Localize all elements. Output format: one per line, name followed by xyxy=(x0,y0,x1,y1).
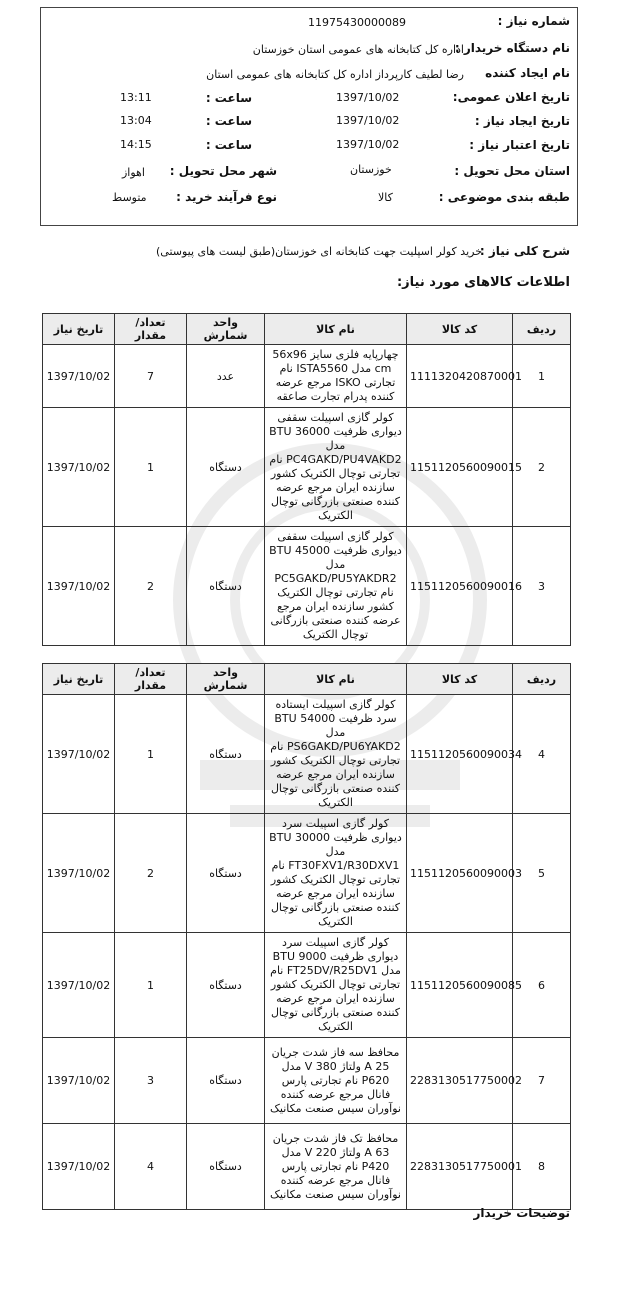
cell-code: 1151120560090015 xyxy=(407,408,513,527)
create-time: 13:04 xyxy=(120,114,152,127)
col-qty: تعداد/ مقدار xyxy=(115,314,187,345)
cell-row: 3 xyxy=(513,527,571,646)
validity-date: 1397/10/02 xyxy=(336,138,400,151)
cell-unit: دستگاه xyxy=(187,1124,265,1210)
col-name: نام کالا xyxy=(265,664,407,695)
table-row xyxy=(43,408,571,527)
items-table-1 xyxy=(42,313,571,646)
delivery-province-label: استان محل تحویل : xyxy=(454,164,570,178)
buyer-org: اداره کل کتابخانه های عمومی استان خوزستان xyxy=(252,43,464,56)
create-date: 1397/10/02 xyxy=(336,114,400,127)
validity-time: 14:15 xyxy=(120,138,152,151)
announce-date-label: تاریخ اعلان عمومی: xyxy=(452,90,570,104)
cell-name: چهارپایه فلزی سایز 56x96 cm مدل ISTA5560 نام تجارتی ISKO مرجع عرضه کننده پدرام تجارت صاعقه xyxy=(265,345,407,408)
table-row xyxy=(43,814,571,933)
cell-name: محافظ سه فاز شدت جریان 25 A ولتاژ 380 V مدل P620 نام تجارتی پارس فانال مرجع عرضه کننده نوآوران سیس صنعت مکانیک xyxy=(265,1038,407,1124)
col-date: تاریخ نیاز xyxy=(43,314,115,345)
cell-unit: دستگاه xyxy=(187,527,265,646)
delivery-province: خوزستان xyxy=(350,163,392,176)
col-date: تاریخ نیاز xyxy=(43,664,115,695)
category-label: طبقه بندی موضوعی : xyxy=(438,190,570,204)
cell-row: 6 xyxy=(513,933,571,1038)
create-date-label: تاریخ ایجاد نیاز : xyxy=(474,114,570,128)
cell-name: محافظ تک فاز شدت جریان 63 A ولتاژ 220 V مدل P420 نام تجارتی پارس فانال مرجع عرضه کننده نوآوران سیس صنعت مکانیک xyxy=(265,1124,407,1210)
buyer-org-label: نام دستگاه خریدار : xyxy=(454,41,570,55)
table-row xyxy=(43,695,571,814)
cell-date: 1397/10/02 xyxy=(43,933,115,1038)
announce-date: 1397/10/02 xyxy=(336,91,400,104)
cell-code: 2283130517750002 xyxy=(407,1038,513,1124)
cell-unit: دستگاه xyxy=(187,1038,265,1124)
cell-date: 1397/10/02 xyxy=(43,1038,115,1124)
process: متوسط xyxy=(112,191,147,204)
cell-code: 1151120560090003 xyxy=(407,814,513,933)
cell-name: کولر گازی اسپیلت سرد دیواری ظرفیت BTU 9000 مدل FT25DV/R25DV1 نام تجارتی توچال الکتریک کشور سازنده ایران مرجع عرضه کننده صنعتی بازرگانی توچال الکتریک xyxy=(265,933,407,1038)
cell-qty: 2 xyxy=(115,814,187,933)
need-number-label: شماره نیاز : xyxy=(497,14,570,28)
col-row: ردیف xyxy=(513,314,571,345)
validity-time-label: ساعت : xyxy=(205,138,252,152)
cell-name: کولر گازی اسپیلت سقفی دیواری ظرفیت BTU 45000 مدل PC5GAKD/PU5YAKDR2 نام تجارتی توچال الکتریک کشور سازنده ایران مرجع عرضه کننده صنعتی بازرگانی توچال الکتریک xyxy=(265,527,407,646)
cell-row: 4 xyxy=(513,695,571,814)
cell-date: 1397/10/02 xyxy=(43,814,115,933)
cell-date: 1397/10/02 xyxy=(43,1124,115,1210)
cell-row: 8 xyxy=(513,1124,571,1210)
table-row xyxy=(43,933,571,1038)
cell-date: 1397/10/02 xyxy=(43,408,115,527)
cell-qty: 1 xyxy=(115,695,187,814)
delivery-city: اهواز xyxy=(122,166,145,179)
items-table-2 xyxy=(42,663,571,1210)
delivery-city-label: شهر محل تحویل : xyxy=(169,164,277,178)
create-time-label: ساعت : xyxy=(205,114,252,128)
cell-unit: دستگاه xyxy=(187,814,265,933)
cell-row: 5 xyxy=(513,814,571,933)
creator: رضا لطیف کارپرداز اداره کل کتابخانه های عمومی استان xyxy=(206,68,464,81)
col-unit: واحد شمارش xyxy=(187,664,265,695)
cell-name: کولر گازی اسپیلت سرد دیواری ظرفیت BTU 30000 مدل FT30FXV1/R30DXV1 نام تجارتی توچال الکتریک کشور سازنده ایران مرجع عرضه کننده صنعتی بازرگانی توچال الکتریک xyxy=(265,814,407,933)
table-row xyxy=(43,1124,571,1210)
cell-code: 2283130517750001 xyxy=(407,1124,513,1210)
validity-date-label: تاریخ اعتبار نیاز : xyxy=(469,138,570,152)
cell-date: 1397/10/02 xyxy=(43,527,115,646)
items-section-title: اطلاعات کالاهای مورد نیاز: xyxy=(396,275,570,290)
cell-row: 7 xyxy=(513,1038,571,1124)
creator-label: نام ایجاد کننده xyxy=(485,66,570,80)
category: کالا xyxy=(378,191,393,204)
cell-date: 1397/10/02 xyxy=(43,345,115,408)
buyer-notes-label: توضیحات خریدار xyxy=(473,1206,570,1220)
col-row: ردیف xyxy=(513,664,571,695)
col-unit: واحد شمارش xyxy=(187,314,265,345)
summary-label: شرح کلی نیاز : xyxy=(479,244,570,258)
cell-row: 2 xyxy=(513,408,571,527)
process-label: نوع فرآیند خرید : xyxy=(176,190,277,204)
cell-unit: دستگاه xyxy=(187,933,265,1038)
cell-qty: 1 xyxy=(115,933,187,1038)
cell-name: کولر گازی اسپیلت ایستاده سرد ظرفیت BTU 54000 مدل PS6GAKD/PU6YAKD2 نام تجارتی توچال الکتریک کشور سازنده ایران مرجع عرضه کننده صنعتی بازرگانی توچال الکتریک xyxy=(265,695,407,814)
col-code: کد کالا xyxy=(407,314,513,345)
cell-date: 1397/10/02 xyxy=(43,695,115,814)
cell-qty: 7 xyxy=(115,345,187,408)
cell-qty: 2 xyxy=(115,527,187,646)
announce-time: 13:11 xyxy=(120,91,152,104)
col-code: کد کالا xyxy=(407,664,513,695)
cell-code: 1151120560090034 xyxy=(407,695,513,814)
cell-row: 1 xyxy=(513,345,571,408)
cell-code: 1151120560090016 xyxy=(407,527,513,646)
need-number: 11975430000089 xyxy=(308,16,406,29)
summary-text: خرید کولر اسپلیت جهت کتابخانه ای خوزستان(طبق لیست های پیوستی) xyxy=(156,245,482,258)
cell-name: کولر گازی اسپیلت سقفی دیواری ظرفیت BTU 36000 مدل PC4GAKD/PU4VAKD2 نام تجارتی توچال الکتریک کشور سازنده ایران مرجع عرضه کننده صنعتی بازرگانی توچال الکتریک xyxy=(265,408,407,527)
table-row xyxy=(43,345,571,408)
cell-unit: دستگاه xyxy=(187,695,265,814)
cell-code: 1151120560090085 xyxy=(407,933,513,1038)
col-name: نام کالا xyxy=(265,314,407,345)
cell-unit: دستگاه xyxy=(187,408,265,527)
announce-time-label: ساعت : xyxy=(205,91,252,105)
cell-qty: 3 xyxy=(115,1038,187,1124)
cell-qty: 1 xyxy=(115,408,187,527)
cell-code: 1111320420870001 xyxy=(407,345,513,408)
cell-unit: عدد xyxy=(187,345,265,408)
cell-qty: 4 xyxy=(115,1124,187,1210)
table-row xyxy=(43,527,571,646)
col-qty: تعداد/ مقدار xyxy=(115,664,187,695)
table-row xyxy=(43,1038,571,1124)
